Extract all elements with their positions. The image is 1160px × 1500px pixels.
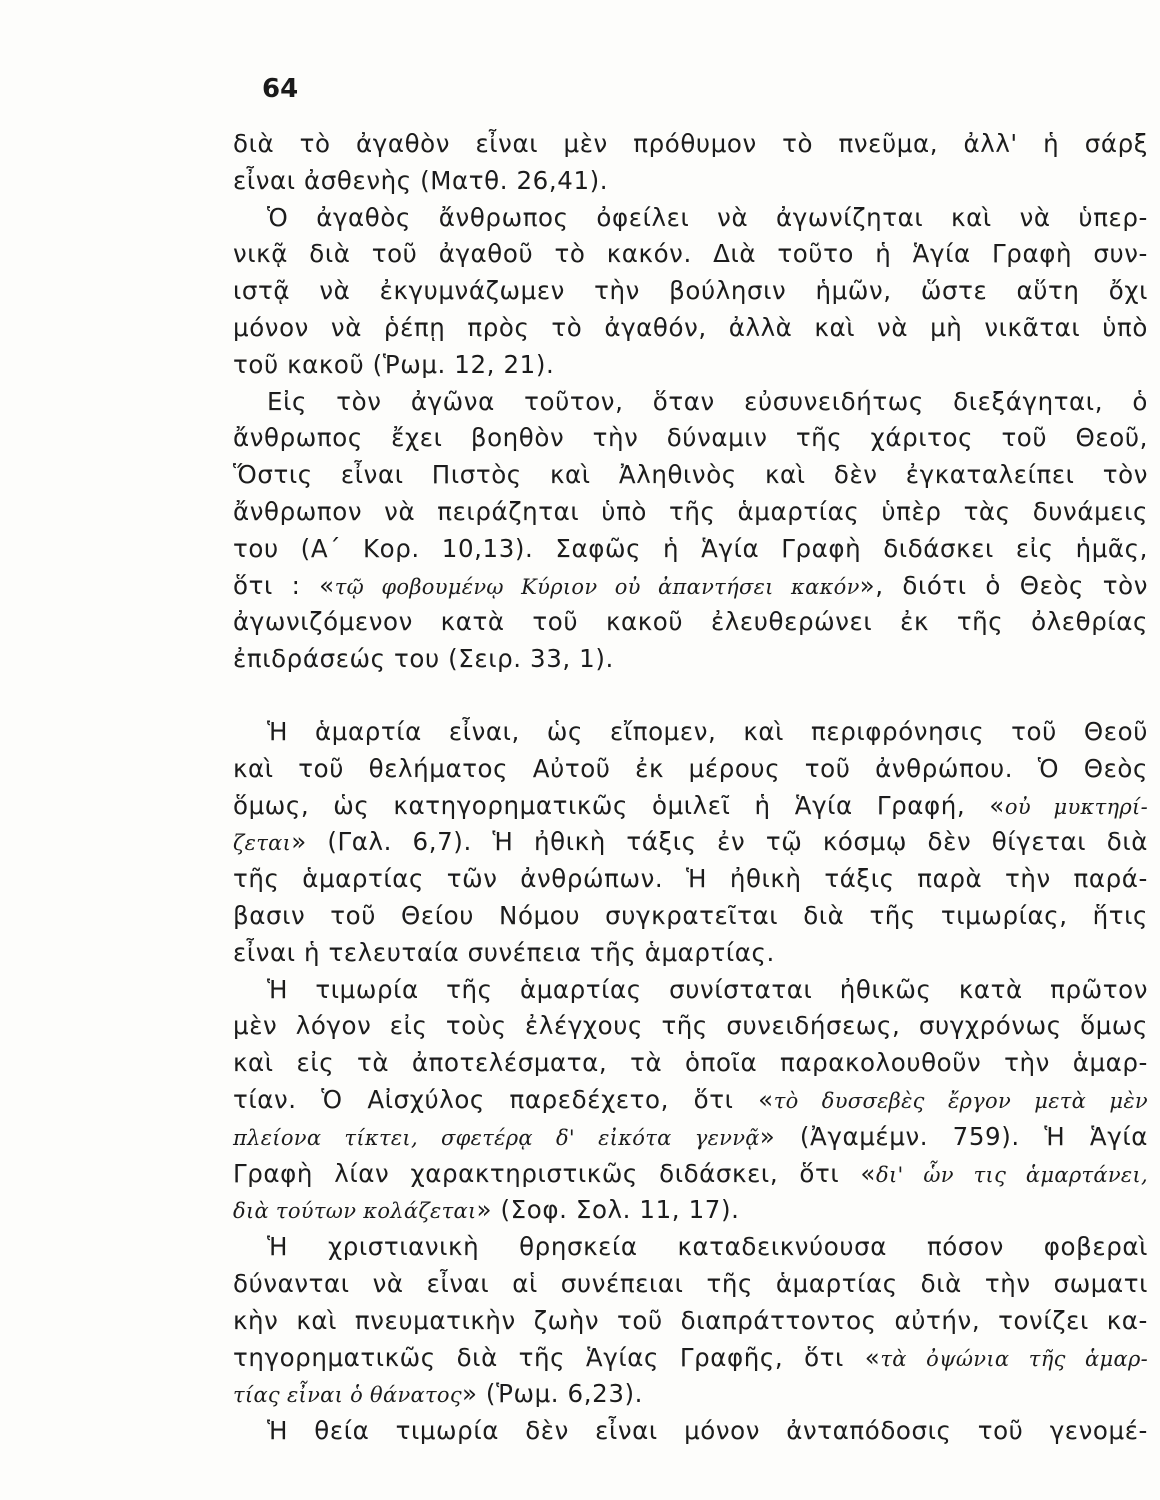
scripture-quote: τῷ φοβουμένῳ Κύριον οὐ ἀπαντήσει κακόν [334,574,860,599]
scripture-quote: δι' ὧν τις ἁμαρτάνει, [876,1162,1149,1187]
text-line: καὶ τοῦ θελήματος Αὐτοῦ ἐκ μέρους τοῦ ἀνθρώπου. Ὁ Θεὸς [233,753,1148,783]
text-line: του (Α΄ Κορ. 10,13). Σαφῶς ἡ Ἁγία Γραφὴ διδάσκει εἰς ἡμᾶς, [233,533,1148,563]
text-line: τίας εἶναι ὁ θάνατος» (Ῥωμ. 6,23). [233,1379,644,1409]
text-line: δύνανται νὰ εἶναι αἱ συνέπειαι τῆς ἁμαρτίας διὰ τὴν σωματι [233,1268,1148,1298]
scripture-quote: ζεται [233,831,292,856]
scripture-quote: τίας εἶναι ὁ θάνατος [233,1383,462,1408]
text-line: ἄνθρωπον νὰ πειράζηται ὑπὸ τῆς ἁμαρτίας ὑπὲρ τὰς δυνάμεις [233,496,1148,526]
text-line: Ὁ ἀγαθὸς ἄνθρωπος ὀφείλει νὰ ἀγωνίζηται καὶ νὰ ὑπερ- [267,202,1148,232]
text-line: Ἡ χριστιανικὴ θρησκεία καταδεικνύουσα πόσον φοβεραὶ [267,1232,1148,1262]
text-line: ζεται» (Γαλ. 6,7). Ἡ ἠθικὴ τάξις ἐν τῷ κόσμῳ δὲν θίγεται διὰ [233,827,1148,857]
text-line: βασιν τοῦ Θείου Νόμου συγκρατεῖται διὰ τῆς τιμωρίας, ἥτις [233,900,1148,930]
text-line: τοῦ κακοῦ (Ῥωμ. 12, 21). [233,349,555,379]
text-line: Ἡ θεία τιμωρία δὲν εἶναι μόνον ἀνταπόδοσις τοῦ γενομέ- [267,1416,1148,1446]
text-line: καὶ εἰς τὰ ἀποτελέσματα, τὰ ὁποῖα παρακολουθοῦν τὴν ἁμαρ- [233,1048,1148,1078]
text-line: διὰ τούτων κολάζεται» (Σοφ. Σολ. 11, 17). [233,1195,740,1225]
text-line: Γραφὴ λίαν χαρακτηριστικῶς διδάσκει, ὅτι «δι' ὧν τις ἁμαρτάνει, [233,1158,1149,1188]
text-line: κὴν καὶ πνευματικὴν ζωὴν τοῦ διαπράττοντος αὐτήν, τονίζει κα- [233,1305,1148,1335]
scripture-quote: οὐ μυκτηρί- [1004,794,1148,819]
text-line: ὅμως, ὡς κατηγορηματικῶς ὁμιλεῖ ἡ Ἁγία Γραφή, «οὐ μυκτηρί- [233,790,1148,820]
text-line: Εἰς τὸν ἀγῶνα τοῦτον, ὅταν εὐσυνειδήτως διεξάγηται, ὁ [267,386,1148,416]
text-line: ἄνθρωπος ἔχει βοηθὸν τὴν δύναμιν τῆς χάριτος τοῦ Θεοῦ, [233,423,1148,453]
text-line: διὰ τὸ ἀγαθὸν εἶναι μὲν πρόθυμον τὸ πνεῦμα, ἀλλ' ἡ σάρξ [233,129,1148,158]
scripture-quote: τὰ ὀψώνια τῆς ἁμαρ- [880,1346,1148,1371]
text-line: πλείονα τίκτει, σφετέρᾳ δ' εἰκότα γεννᾷ» (Ἀγαμέμν. 759). Ἡ Ἁγία [233,1121,1148,1151]
text-line: μόνον νὰ ῥέπῃ πρὸς τὸ ἀγαθόν, ἀλλὰ καὶ νὰ μὴ νικᾶται ὑπὸ [233,312,1148,342]
classical-quote: τὸ δυσσεβὲς ἔργον μετὰ μὲν [773,1088,1148,1113]
text-line: νικᾷ διὰ τοῦ ἀγαθοῦ τὸ κακόν. Διὰ τοῦτο ἡ Ἁγία Γραφὴ συν- [233,239,1148,269]
text-line: ὅτι : «τῷ φοβουμένῳ Κύριον οὐ ἀπαντήσει κακόν», διότι ὁ Θεὸς τὸν [233,570,1148,600]
text-line: τίαν. Ὁ Αἰσχύλος παρεδέχετο, ὅτι «τὸ δυσσεβὲς ἔργον μετὰ μὲν [233,1084,1148,1114]
text-line: Ἡ ἁμαρτία εἶναι, ὡς εἴπομεν, καὶ περιφρόνησις τοῦ Θεοῦ [267,716,1148,746]
scripture-quote: διὰ τούτων κολάζεται [233,1199,477,1224]
text-line: μὲν λόγον εἰς τοὺς ἐλέγχους τῆς συνειδήσεως, συγχρόνως ὅμως [233,1011,1148,1041]
text-line: ἐπιδράσεώς του (Σειρ. 33, 1). [233,644,614,674]
page-number: 64 [262,74,299,104]
text-line: εἶναι ἀσθενὴς (Ματθ. 26,41). [233,165,609,195]
text-line: ιστᾷ νὰ ἐκγυμνάζωμεν τὴν βούλησιν ἡμῶν, ὥστε αὕτη ὄχι [233,276,1148,306]
text-line: Ἡ τιμωρία τῆς ἁμαρτίας συνίσταται ἠθικῶς κατὰ πρῶτον [267,974,1148,1004]
body-text [233,126,1148,1450]
paragraph-gap [233,678,1148,714]
classical-quote: πλείονα τίκτει, σφετέρᾳ δ' εἰκότα γεννᾷ [233,1125,760,1150]
text-line: Ὅστις εἶναι Πιστὸς καὶ Ἀληθινὸς καὶ δὲν ἐγκαταλείπει τὸν [233,460,1148,490]
text-line: τῆς ἁμαρτίας τῶν ἀνθρώπων. Ἡ ἠθικὴ τάξις παρὰ τὴν παρά- [233,864,1148,894]
text-line: τηγορηματικῶς διὰ τῆς Ἁγίας Γραφῆς, ὅτι «τὰ ὀψώνια τῆς ἁμαρ- [233,1342,1148,1372]
text-line: ἀγωνιζόμενον κατὰ τοῦ κακοῦ ἐλευθερώνει ἐκ τῆς ὀλεθρίας [233,607,1148,637]
text-line: εἶναι ἡ τελευταία συνέπεια τῆς ἁμαρτίας. [233,937,775,967]
